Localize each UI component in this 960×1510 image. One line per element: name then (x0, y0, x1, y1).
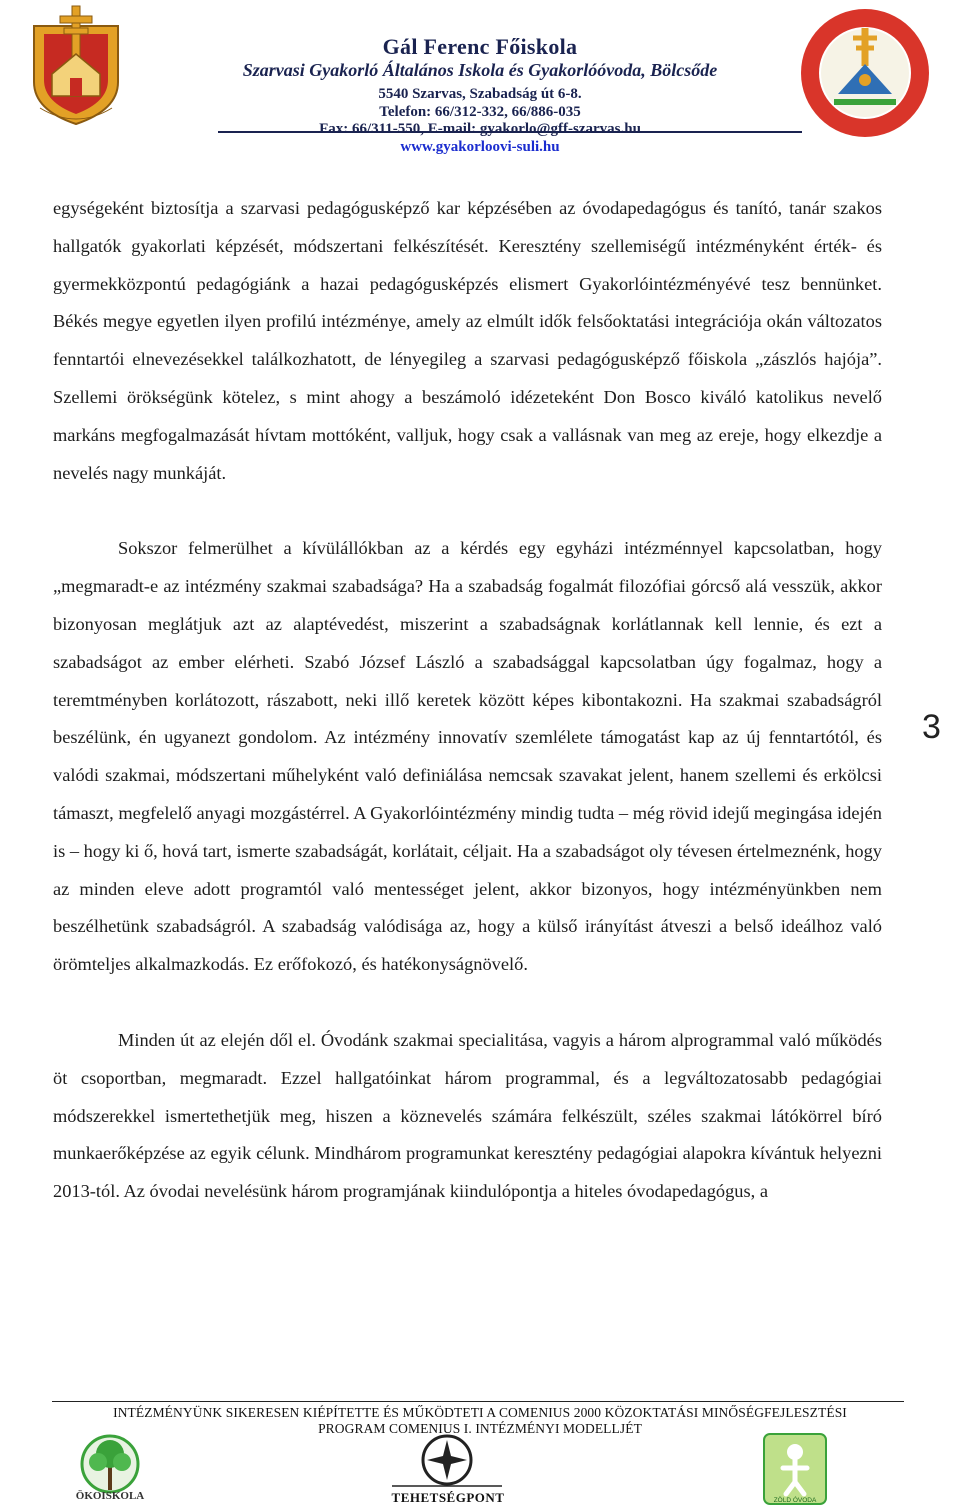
header-subtitle: Szarvasi Gyakorló Általános Iskola és Gyakorlóóvoda, Bölcsőde (242, 60, 718, 80)
ecoschool-logo-caption: ÖKOISKOLA (75, 1490, 145, 1502)
document-body (53, 190, 882, 1211)
page-number: 3 (922, 708, 941, 746)
green-kindergarten-logo-text: ZÖLD ÓVODA (773, 1497, 817, 1504)
header-title: Gál Ferenc Főiskola (382, 34, 578, 59)
paragraph: egységeként biztosítja a szarvasi pedagógusképző kar képzésében az óvodapedagógus és tanító, tanár szakos hallgatók gyakorlati képzését, módszertani felkészítését. Keresztény szellemiségű intézményként érték- és gyermekközpontú pedagógiánk a hazai pedagógusképzés elismert Gyakorlóintézményévé tesz bennünket. Békés megye egyetlen ilyen profilú intézménye, amely az elmúlt idők felsőoktatási integrációja okán változatos fenntartói elnevezésekkel találkozhatott, de lényegileg a szarvasi pedagógusképző főiskola „zászlós hajója”. Szellemi örökségünk kötelez, s mint ahogy a beszámoló idézeteként Don Bosco kiváló katolikus nevelő markáns megfogalmazását hívtam mottóként, valljuk, hogy csak a vallásnak van meg az ereje, hogy elkezdje a nevelés nagy munkáját. (53, 198, 882, 483)
school-seal-logo-right (798, 6, 932, 140)
header-phone: Telefon: 66/312-332, 66/886-035 (379, 104, 581, 120)
paragraph: Minden út az elején dől el. Óvodánk szakmai specialitása, vagyis a három alprogrammal való működés öt csoportban, megmaradt. Ezzel hallgatóinkat három programmal, és a legváltozatosabb pedagógiai módszerekkel ismertethetjük meg, hiszen a köznevelés számára felkészült, széles szakmai látókörrel bíró munkaerőképzése az egyik célunk. Mindhárom programunkat keresztény pedagógiai alapokra kívántuk helyezni 2013-tól. Az óvodai nevelésünk három programjának kiindulópontja a hiteles óvodapedagógus, a (53, 1029, 882, 1202)
footer-line-2: PROGRAM COMENIUS I. INTÉZMÉNYI MODELLJÉT (318, 1421, 642, 1435)
footer-divider (52, 1401, 904, 1402)
header-website-link[interactable]: www.gyakorloovi-suli.hu (400, 139, 560, 155)
green-kindergarten-logo (762, 1432, 828, 1506)
college-crest-logo-left (30, 4, 122, 126)
header-fax-email: Fax: 66/311-550, E-mail: gyakorlo@gff-szarvas.hu (319, 121, 641, 137)
header-address: 5540 Szarvas, Szabadság út 6-8. (378, 86, 582, 102)
letterhead (0, 0, 960, 170)
talent-point-logo-caption: TEHETSÉGPONT (391, 1490, 505, 1505)
paragraph: Sokszor felmerülhet a kívülállókban az a kérdés egy egyházi intézménnyel kapcsolatban, hogy „megmaradt-e az intézmény szakmai szabadsága? Ha a szabadság fogalmát filozófiai górcső alá vesszük, akkor bizonyosan meglátjuk azt az alaptévedést, miszerint a szabadságnak korlátlannak kell lennie, és ezt a szabadságot az ember elérheti. Szabó József László a szabadsággal kapcsolatban úgy fogalmaz, hogy a teremtményben korlátozott, rászabott, neki illő keretek között képes kibontakozni. Ha szakmai szabadságról beszélünk, én ugyanezt gondolom. Az intézmény innovatív szemlélete támogatást kap az új fenntartótól, és valódi szakmai, módszertani műhelyként való definiálása nemcsak szavakat jelent, hanem szellemi és erkölcsi támaszt, megfelelő anyagi mozgástérrel. A Gyakorlóintézmény mindig tudta – még rövid idejű megingása idején is – hogy ki ő, hová tart, ismerte szabadságát, korlátait, céljait. Ha a szabadságot oly tévesen értelmeznénk, hogy az minden eleve adott programtól való mentességet jelent, akkor bizonyos, hogy intézményünkben nem beszélhetünk szabadságról. A szabadság valódisága az, hogy a külső irányítást átveszi a belső ideálhoz való örömteljes alkalmazkodás. Ez erőfokozó, és hatékonyságnövelő. (53, 538, 882, 975)
footer-line-1: INTÉZMÉNYÜNK SIKERESEN KIÉPÍTETTE ÉS MŰKÖDTETI A COMENIUS 2000 KÖZOKTATÁSI MINŐSÉGFEJLESZTÉSI (113, 1405, 847, 1420)
